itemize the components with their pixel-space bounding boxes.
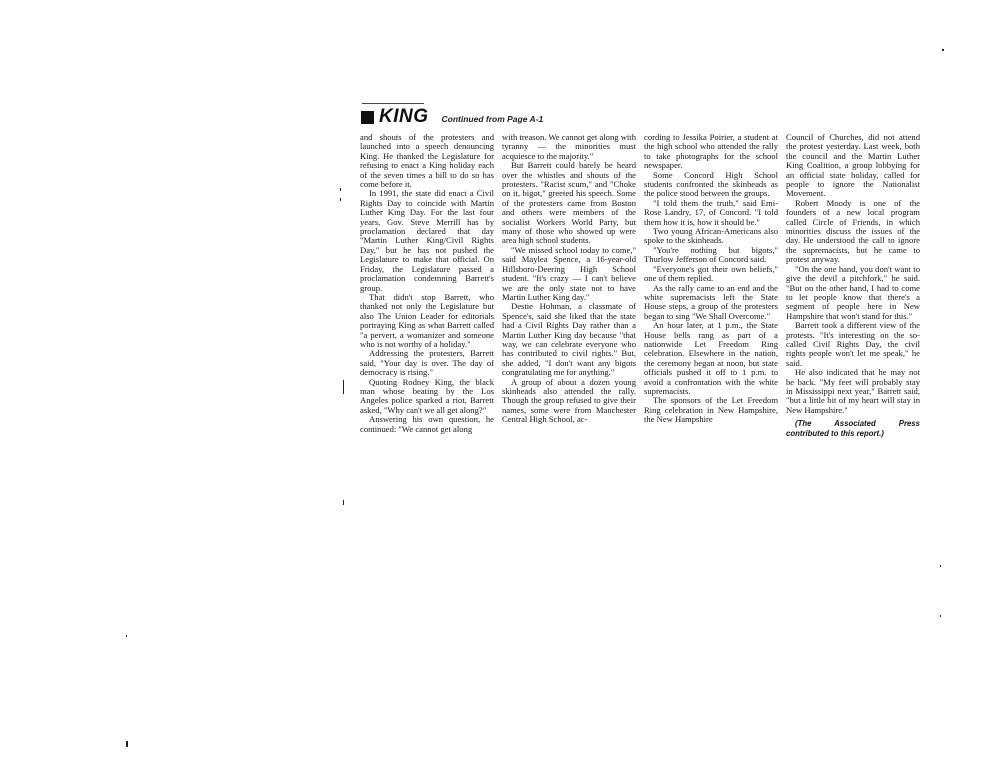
article-paragraph: Destie Hohman, a classmate of Spence's, said she liked that the state had a Civil Rights Day rather than a Martin Luther King day because "that way, we can celebrate everyone who has contributed to civil rights." But, she added, "I don't want any bigots congratulating me for anything." — [502, 301, 636, 378]
column-4 — [786, 133, 920, 463]
scan-speck — [940, 565, 941, 567]
article-paragraph: Some Concord High School students confronted the skinheads as the police stood between the groups. — [644, 169, 778, 199]
article-paragraph: He also indicated that he may not be back. "My feet will probably stay in Mississippi next year," Barrett said, "but a little bit of my heart will stay in New Hampshire." — [786, 367, 920, 415]
article-paragraph: "You're nothing but bigots," Thurlow Jefferson of Concord said. — [644, 244, 778, 265]
article-paragraph: Quoting Rodney King, the black man whose beating by the Los Angeles police sparked a riot, Barrett asked, "Why can't we all get along?" — [360, 376, 494, 415]
article-paragraph: That didn't stop Barrett, who thanked not only the Legislature but also The Union Leader for editorials portraying King as what Barrett called "a pervert, a womanizer and someone who is not worthy of a holiday." — [360, 291, 494, 349]
article-paragraph: Robert Moody is one of the founders of a new local program called Circle of Friends, in which minorities discuss the issues of the day. He understood the call to ignore the supremacists, but he came to protest anyway. — [786, 197, 920, 265]
square-bullet-icon — [361, 111, 374, 124]
article-paragraph: "I told them the truth," said Emi-Rose Landry, 17, of Concord. "I told them how it is, how it should be." — [644, 197, 778, 227]
article-paragraph: An hour later, at 1 p.m., the State House bells rang as part of a nationwide Let Freedom Ring celebration. Elsewhere in the nation, the ceremony began at noon, but state officials pushed it off to 1 p.m. to avoid a confrontation with the white supremacists. — [644, 320, 778, 396]
scan-speck — [340, 188, 341, 191]
article-paragraph: Council of Churches, did not attend the protest yesterday. Last week, both the council and the Martin Luther King Coalition, a group lobbying for an official state holiday, called for people to ignore the Nationalist Movement. — [786, 132, 920, 199]
scan-speck — [126, 741, 128, 747]
scan-speck — [126, 635, 127, 637]
column-3 — [644, 133, 778, 463]
article-paragraph: cording to Jessika Poirier, a student at the high school who attended the rally to take photographs for the school newspaper. — [644, 132, 778, 171]
article-paragraph: As the rally came to an end and the white supremacists left the State House steps, a group of the protesters began to sing "We Shall Overcome." — [644, 282, 778, 321]
column-1 — [360, 133, 494, 463]
article-heading — [361, 104, 543, 130]
article-paragraph: Two young African-Americans also spoke to the skinheads. — [644, 226, 778, 246]
article-paragraph: But Barrett could barely be heard over the whistles and shouts of the protesters. "Racist scum," and "Choke on it, bigot," greeted his speech. Some of the protesters came from Boston and others were members of the socialist Workers World Party, but many of those who showed up were area high school students. — [502, 160, 636, 246]
article-paragraph: "On the one hand, you don't want to give the devil a pitchfork," he said. "But on the other hand, I had to come to let people know that there's a segment of people here in New Hampshire that won't stand for this." — [786, 263, 920, 321]
article-credit: (The Associated Press contributed to this report.) — [786, 419, 920, 438]
article-paragraph: Addressing the protesters, Barrett said, "Your day is over. The day of democracy is rising." — [360, 348, 494, 378]
article-paragraph: Barrett took a different view of the protests. "It's interesting on the so-called Civil Rights Day, the civil rights people won't let me speak," he said. — [786, 320, 920, 368]
continued-label: Continued from Page A-1 — [441, 114, 544, 124]
article-paragraph: "We missed school today to come," said Maylea Spence, a 16-year-old Hillsboro-Deering High School student. "It's crazy — I can't believe we are the only state not to have Martin Luther King day." — [502, 244, 636, 302]
article-paragraph: A group of about a dozen young skinheads also attended the rally. Though the group refused to give their names, some were from Manchester Central High School, ac- — [502, 376, 636, 425]
scan-speck — [942, 49, 944, 51]
article-paragraph: In 1991, the state did enact a Civil Rights Day to coincide with Martin Luther King Day. For the last four years, Gov. Steve Merrill has by proclamation declared that day "Martin Luther King/Civil Rights Day," but he has not pushed the Legislature to make that official. On Friday, the Legislature passed a proclamation condemning Barrett's group. — [360, 188, 494, 293]
article-paragraph: Answering his own question, he continued: "We cannot get along — [360, 414, 494, 434]
scan-speck — [340, 198, 341, 201]
scan-speck — [343, 500, 344, 505]
column-2 — [502, 133, 636, 463]
scan-speck — [940, 615, 941, 617]
scan-speck — [343, 380, 344, 394]
article-body — [360, 133, 920, 463]
article-paragraph: and shouts of the protesters and launched into a speech denouncing King. He thanked the Legislature for refusing to enact a King holiday each of the seven times a bill to do so has come before it. — [360, 132, 494, 190]
article-paragraph: with treason. We cannot get along with tyranny — the minorities must acquiesce to the majority." — [502, 132, 636, 161]
article-paragraph: "Everyone's got their own beliefs," one of them replied. — [644, 263, 778, 284]
article-title: KING — [379, 106, 429, 127]
article-paragraph: The sponsors of the Let Freedom Ring celebration in New Hampshire, the New Hampshire — [644, 395, 778, 425]
